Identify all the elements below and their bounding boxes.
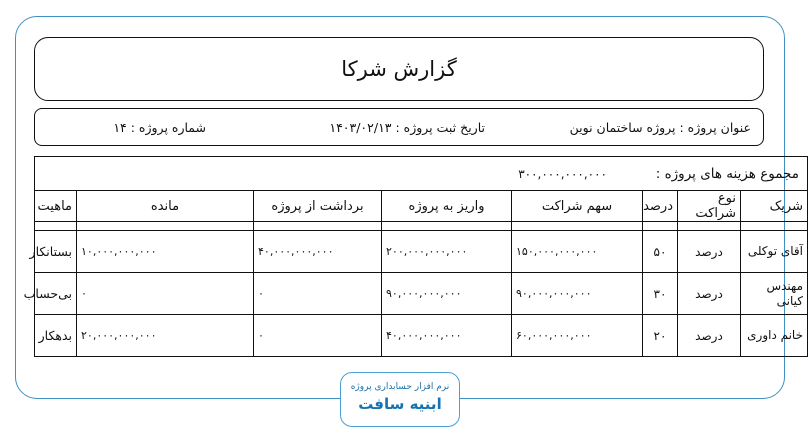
withdraw-amount: ۰ — [254, 315, 382, 357]
withdraw-amount: ۰ — [254, 273, 382, 315]
share-percent: ۵۰ — [643, 231, 678, 273]
project-title: عنوان پروژه : پروژه ساختمان نوین — [569, 120, 751, 135]
report-title: گزارش شرکا — [34, 37, 764, 101]
share-type: درصد — [678, 315, 741, 357]
share-type: درصد — [678, 231, 741, 273]
share-percent: ۳۰ — [643, 273, 678, 315]
balance-amount: ۲۰,۰۰۰,۰۰۰,۰۰۰ — [77, 315, 254, 357]
registration-date: تاریخ ثبت پروژه : ۱۴۰۳/۰۲/۱۳ — [329, 120, 485, 135]
header-nature: ماهیت — [35, 191, 77, 222]
header-percent: درصد — [643, 191, 678, 222]
partner-name: مهندس کیانی — [741, 273, 808, 315]
project-info-bar — [34, 108, 764, 146]
balance-nature: بستانکار — [35, 231, 77, 273]
partner-name: آقای توکلی — [741, 231, 808, 273]
share-percent: ۲۰ — [643, 315, 678, 357]
spacer-row — [35, 222, 808, 231]
deposit-amount: ۴۰,۰۰۰,۰۰۰,۰۰۰ — [382, 315, 512, 357]
project-number: شماره پروژه : ۱۴ — [113, 120, 206, 135]
table-row — [35, 273, 808, 315]
summary-row — [35, 157, 808, 191]
brand-logo — [340, 372, 460, 427]
total-cost-label: مجموع هزینه های پروژه : — [655, 166, 799, 182]
brand-name: ابنیه سافت — [358, 395, 442, 413]
header-withdraw: برداشت از پروژه — [254, 191, 382, 222]
partner-name: خانم داوری — [741, 315, 808, 357]
header-share: سهم شراکت — [512, 191, 643, 222]
deposit-amount: ۲۰۰,۰۰۰,۰۰۰,۰۰۰ — [382, 231, 512, 273]
share-amount: ۹۰,۰۰۰,۰۰۰,۰۰۰ — [512, 273, 643, 315]
share-amount: ۱۵۰,۰۰۰,۰۰۰,۰۰۰ — [512, 231, 643, 273]
table-header — [35, 191, 808, 222]
table-row — [35, 315, 808, 357]
balance-nature: بی‌حساب — [35, 273, 77, 315]
balance-amount: ۰ — [77, 273, 254, 315]
share-type: درصد — [678, 273, 741, 315]
balance-nature: بدهکار — [35, 315, 77, 357]
header-share-type: نوع شراکت — [678, 191, 741, 222]
deposit-amount: ۹۰,۰۰۰,۰۰۰,۰۰۰ — [382, 273, 512, 315]
header-deposit: واریز به پروژه — [382, 191, 512, 222]
table-row — [35, 231, 808, 273]
share-amount: ۶۰,۰۰۰,۰۰۰,۰۰۰ — [512, 315, 643, 357]
withdraw-amount: ۴۰,۰۰۰,۰۰۰,۰۰۰ — [254, 231, 382, 273]
balance-amount: ۱۰,۰۰۰,۰۰۰,۰۰۰ — [77, 231, 254, 273]
partners-table — [23, 156, 808, 357]
header-balance: مانده — [77, 191, 254, 222]
header-partner: شریک — [741, 191, 808, 222]
total-cost-value: ۳۰۰,۰۰۰,۰۰۰,۰۰۰ — [518, 167, 607, 181]
brand-tagline: نرم افزار حسابداری پروژه — [350, 382, 450, 392]
